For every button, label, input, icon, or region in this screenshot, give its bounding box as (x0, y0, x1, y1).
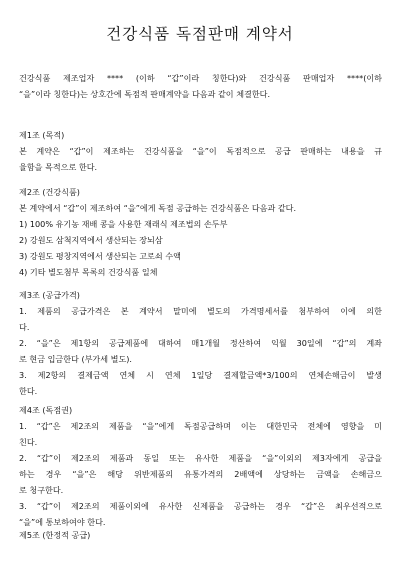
article-line: 로 청구한다. (19, 485, 64, 495)
article-line: 2) 강원도 삼척지역에서 생산되는 장뇌삼 (19, 235, 163, 245)
document-title: 건강식품 독점판매 계약서 (106, 25, 294, 43)
article-2 (19, 184, 382, 280)
article-line: 다. (19, 322, 30, 332)
article-line: 3) 강원도 평창지역에서 생산되는 고로쇠 수액 (19, 251, 181, 261)
article-line: 1. 제품의 공급가격은 본 계약서 말미에 별도의 가격명세서를 첨부하여 이에 의한 (19, 306, 382, 316)
article-line: 본 계약은 “갑”이 제조하는 건강식품을 “을”이 독점적으로 공급 판매하는 내용을 규 (19, 146, 382, 156)
article-line: 1. “갑”은 제2조의 제품을 “을”에게 독점공급하며 이는 대한민국 전체에 영향을 미 (19, 421, 382, 431)
article-4 (19, 402, 382, 530)
article-line: 친다. (19, 437, 38, 447)
article-line: 로 현금 입금한다 (부가세 별도). (19, 354, 133, 364)
article-heading: 제2조 (건강식품) (19, 187, 80, 197)
intro-paragraph (19, 70, 382, 102)
article-1 (19, 127, 382, 175)
article-heading: 제5조 (한정적 공급) (19, 530, 91, 540)
article-line: 한다. (19, 386, 38, 396)
article-line: 4) 기타 별도첨부 목록의 건강식품 일체 (19, 267, 158, 277)
article-line: 율함을 목적으로 한다. (19, 162, 98, 172)
article-line: 1) 100% 유기농 재배 콩을 사용한 재래식 제조법의 손두부 (19, 219, 228, 229)
article-line: 하는 경우 “을”은 해당 위반제품의 유통가격의 2배액에 상당하는 금액을 손해금으 (19, 469, 382, 479)
article-5 (19, 527, 382, 543)
article-line: 3. “갑”이 제2조의 제품이외에 유사한 신제품을 공급하는 경우 “갑”은 최우선적으로 (19, 501, 382, 511)
article-line: 2. “갑”이 제2조의 제품과 동일 또는 유사한 제품을 “을”이외의 제3자에게 공급을 (19, 453, 382, 463)
article-heading: 제1조 (목적) (19, 130, 65, 140)
article-heading: 제4조 (독점권) (19, 405, 73, 415)
article-heading: 제3조 (공급가격) (19, 290, 80, 300)
article-line: “을”에 통보하여야 한다. (19, 517, 106, 527)
article-line: 3. 제2항의 결제금액 연체 시 연체 1일당 결제할금액*3/100의 연체손해금이 발생 (19, 370, 382, 380)
article-line: 본 계약에서 “갑”이 제조하여 “을”에게 독점 공급하는 건강식품은 다음과 같다. (19, 203, 297, 213)
article-3 (19, 287, 382, 399)
intro-line: “을”이라 칭한다)는 상호간에 독점적 판매계약을 다음과 같이 체결한다. (19, 89, 271, 99)
article-line: 2. “을”은 제1항의 공급제품에 대하여 매1개월 정산하여 익월 30일에 “갑”의 계좌 (19, 338, 382, 348)
intro-line: 건강식품 제조업자 **** (이하 “갑”이라 칭한다)와 건강식품 판매업자 ****(이하 (19, 73, 382, 83)
